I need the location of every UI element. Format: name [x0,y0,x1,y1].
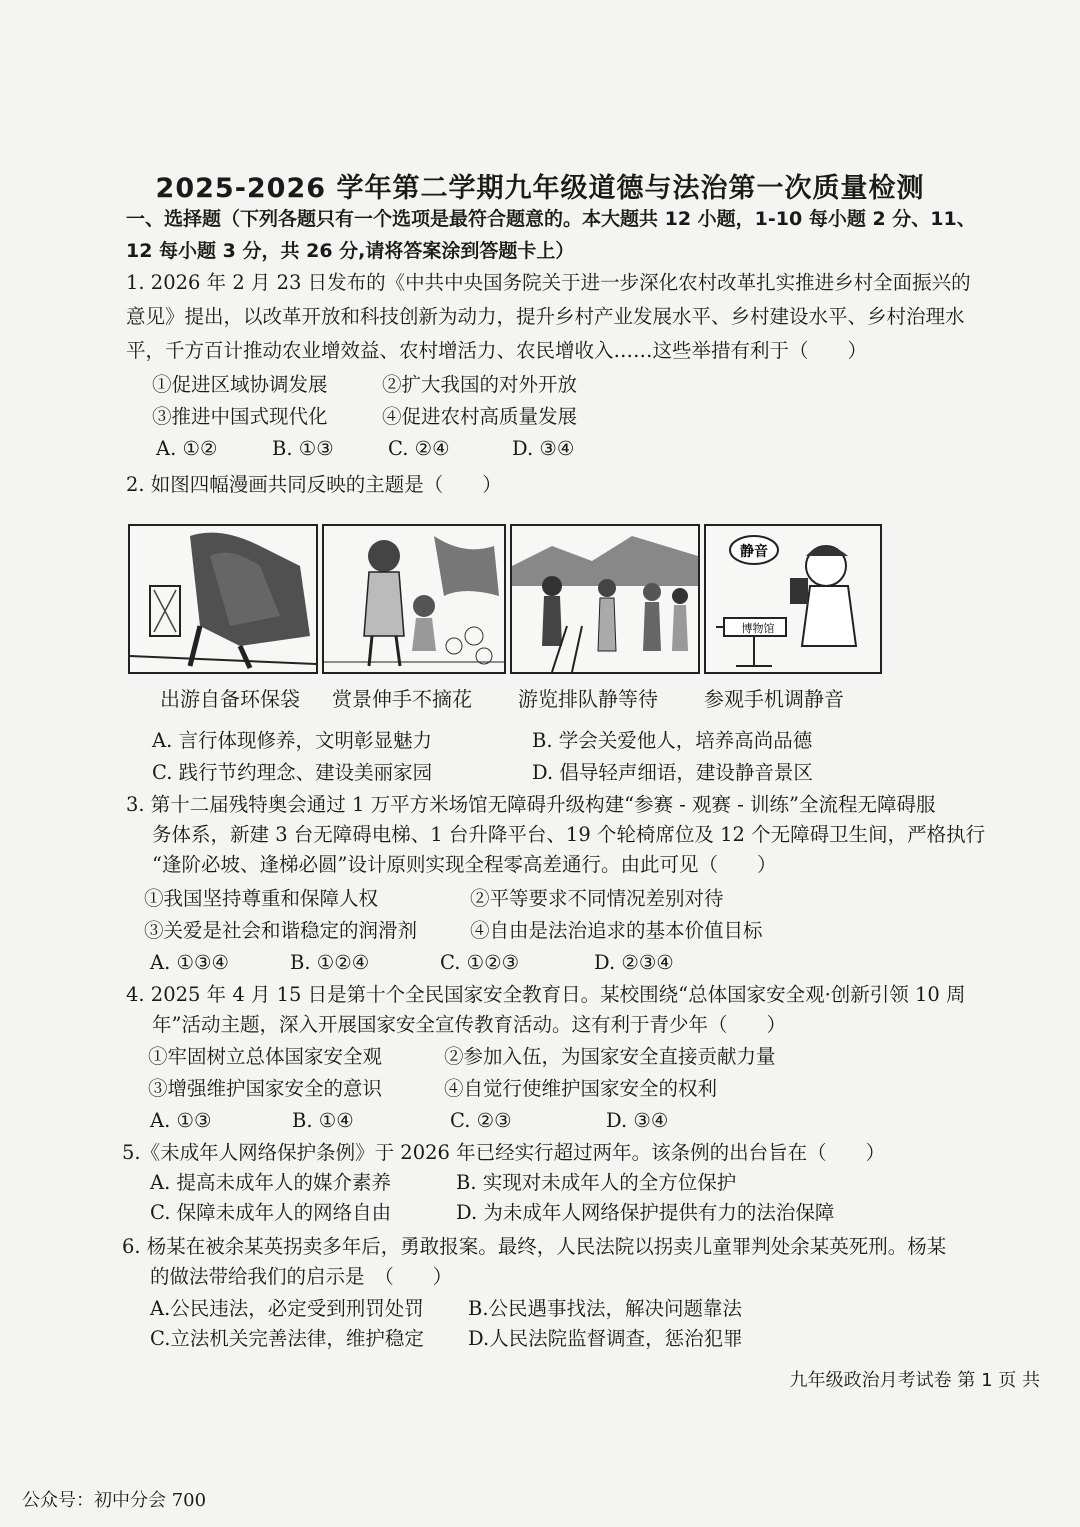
q1-option-c: C. ②④ [388,437,450,460]
q3-statement-4: ④自由是法治追求的基本价值目标 [470,919,763,942]
q3-option-a: A. ①③④ [150,951,229,974]
q1-option-b: B. ①③ [272,437,334,460]
sign-quiet: 静音 [740,544,768,560]
q3-stem-line1: 3. 第十二届残特奥会通过 1 万平方米场馆无障碍升级构建“参赛 - 观赛 - 训练”全流程无障碍服 [126,793,936,816]
q1-statement-3: ③推进中国式现代化 [152,405,328,428]
q4-statement-2: ②参加入伍，为国家安全直接贡献力量 [444,1045,776,1068]
watermark-text: 公众号：初中分会 700 [22,1490,207,1511]
q1-statement-2: ②扩大我国的对外开放 [382,373,578,396]
comic-caption-4: 参观手机调静音 [704,687,844,711]
q1-stem-line1: 1. 2026 年 2 月 23 日发布的《中共中央国务院关于进一步深化农村改革扎实推进乡村全面振兴的 [126,271,971,294]
q5-option-c: C. 保障未成年人的网络自由 [150,1201,392,1224]
q6-option-b: B.公民遇事找法，解决问题靠法 [468,1297,743,1320]
q1-stem-line2: 意见》提出，以改革开放和科技创新为动力，提升乡村产业发展水平、乡村建设水平、乡村治理水 [126,305,965,328]
q4-option-d: D. ③④ [606,1109,669,1132]
comic-panel-silent-phone [704,524,882,674]
q3-option-c: C. ①②③ [440,951,520,974]
section-header-line1: 一、选择题（下列各题只有一个选项是最符合题意的。本大题共 12 小题，1-10 每小题 2 分、11、 [126,208,976,230]
q6-stem-line1: 6. 杨某在被余某英拐卖多年后，勇敢报案。最终，人民法院以拐卖儿童罪判处余某英死刑。杨某 [122,1235,947,1258]
q3-statement-1: ①我国坚持尊重和保障人权 [144,887,379,910]
q2-stem: 2. 如图四幅漫画共同反映的主题是（ ） [126,473,502,496]
q3-option-b: B. ①②④ [290,951,370,974]
q3-option-d: D. ②③④ [594,951,674,974]
comic-panel-eco-bag [128,524,318,674]
q4-statement-1: ①牢固树立总体国家安全观 [148,1045,383,1068]
q3-statement-2: ②平等要求不同情况差别对待 [470,887,724,910]
comic-caption-2: 赏景伸手不摘花 [332,687,472,711]
comic-caption-3: 游览排队静等待 [518,687,658,711]
section-header-line2: 12 每小题 3 分，共 26 分,请将答案涂到答题卡上） [126,240,575,262]
q3-statement-3: ③关爱是社会和谐稳定的润滑剂 [144,919,418,942]
comic-panel-no-picking [322,524,506,674]
q6-option-c: C.立法机关完善法律，维护稳定 [150,1327,424,1350]
q5-option-b: B. 实现对未成年人的全方位保护 [456,1171,737,1194]
q4-option-a: A. ①③ [150,1109,212,1132]
q1-option-a: A. ①② [156,437,218,460]
q6-option-a: A.公民违法，必定受到刑罚处罚 [150,1297,424,1320]
q4-stem-line2: 年”活动主题，深入开展国家安全宣传教育活动。这有利于青少年（ ） [152,1013,786,1036]
q1-option-d: D. ③④ [512,437,575,460]
page-footer: 九年级政治月考试卷 第 1 页 共 [789,1370,1040,1391]
q1-stem-line3: 平，千方百计推动农业增效益、农村增活力、农民增收入……这些举措有利于（ ） [126,339,868,362]
q6-option-d: D.人民法院监督调查，惩治犯罪 [468,1327,743,1350]
q4-option-b: B. ①④ [292,1109,354,1132]
q5-stem: 5.《未成年人网络保护条例》于 2026 年已经实行超过两年。该条例的出台旨在（ ） [122,1141,886,1164]
q4-statement-4: ④自觉行使维护国家安全的权利 [444,1077,718,1100]
q6-stem-line2: 的做法带给我们的启示是 （ ） [150,1265,453,1288]
q1-statement-4: ④促进农村高质量发展 [382,405,578,428]
q4-stem-line1: 4. 2025 年 4 月 15 日是第十个全民国家安全教育日。某校围绕“总体国家安全观·创新引领 10 周 [126,983,966,1006]
q3-stem-line2: 务体系，新建 3 台无障碍电梯、1 台升降平台、19 个轮椅席位及 12 个无障碍卫生间，严格执行 [152,823,986,846]
q5-option-d: D. 为未成年人网络保护提供有力的法治保障 [456,1201,835,1224]
comic-panel-queue [510,524,700,674]
comic-caption-1: 出游自备环保袋 [160,687,300,711]
q2-option-a: A. 言行体现修养，文明彰显魅力 [152,729,432,752]
exam-title: 2025-2026 学年第二学期九年级道德与法治第一次质量检测 [155,173,925,204]
q1-statement-1: ①促进区域协调发展 [152,373,328,396]
q4-option-c: C. ②③ [450,1109,512,1132]
q2-option-b: B. 学会关爱他人，培养高尚品德 [532,729,813,752]
q2-option-d: D. 倡导轻声细语，建设静音景区 [532,761,813,784]
q2-option-c: C. 践行节约理念、建设美丽家园 [152,761,433,784]
q3-stem-line3: “逢阶必坡、逢梯必圆”设计原则实现全程零高差通行。由此可见（ ） [152,853,777,876]
sign-museum: 博物馆 [741,622,775,635]
q4-statement-3: ③增强维护国家安全的意识 [148,1077,383,1100]
comic-strip [128,524,882,676]
q5-option-a: A. 提高未成年人的媒介素养 [150,1171,391,1194]
